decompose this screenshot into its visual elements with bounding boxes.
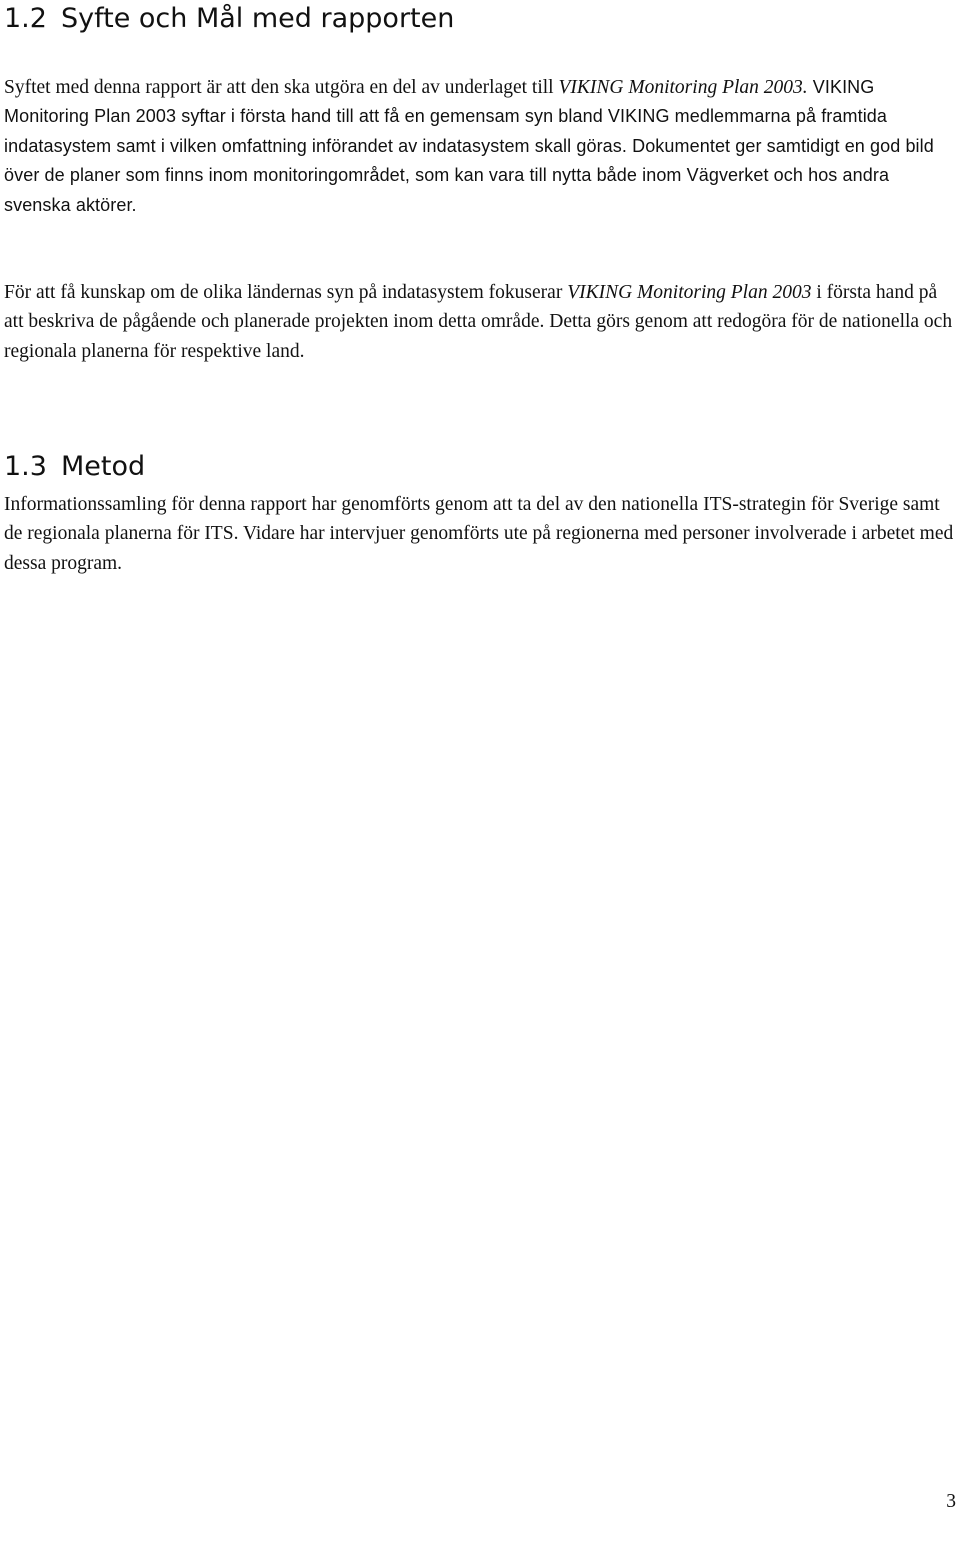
syfte-p2-sentence-1-rest: i första hand på att beskriva de pågående och planerade projekten inom detta område. [4, 282, 938, 333]
syfte-p2-sentence-2: Detta görs genom att redogöra för de nationella och regionala planerna för respektive land. [4, 311, 953, 362]
syfte-paragraph-1 [4, 73, 956, 220]
page-number: 3 [946, 1491, 956, 1512]
section-title: Syfte och Mål med rapporten [60, 3, 455, 34]
section-heading-metod [4, 450, 145, 484]
section-title: Metod [60, 451, 146, 482]
plan-title-italic-2: VIKING Monitoring Plan 2003 [567, 282, 812, 303]
syfte-paragraph-2 [4, 278, 956, 366]
syfte-sentence-3: Dokumentet ger samtidigt en god bild över de planer som finns inom monitoringområdet, som kan vara till nytta både inom Vägverket och hos andra svenska aktörer. [4, 135, 934, 215]
section-number: 1.3 [4, 451, 47, 482]
syfte-sentence-2: VIKING Monitoring Plan 2003 syftar i första hand till att få en gemensam syn bland VIKING medlemmarna på framtida indatasystem samt i vilken omfattning införandet av indatasystem skall göras. [4, 77, 888, 156]
section-heading-syfte [4, 2, 454, 36]
syfte-p2-sentence-1: För att få kunskap om de olika ländernas syn på indatasystem fokuserar [4, 282, 568, 303]
plan-title-italic: VIKING Monitoring Plan 2003. [558, 77, 808, 98]
syfte-sentence-1: Syftet med denna rapport är att den ska utgöra en del av underlaget till [4, 77, 559, 98]
section-number: 1.2 [4, 3, 47, 34]
metod-paragraph-1: Informationssamling för denna rapport har genomförts genom att ta del av den nationella ITS-strategin för Sverige samt de regionala planerna för ITS. Vidare har intervjuer genomförts ute på regionerna med personer involverade i arbetet med dessa program. [4, 494, 954, 574]
